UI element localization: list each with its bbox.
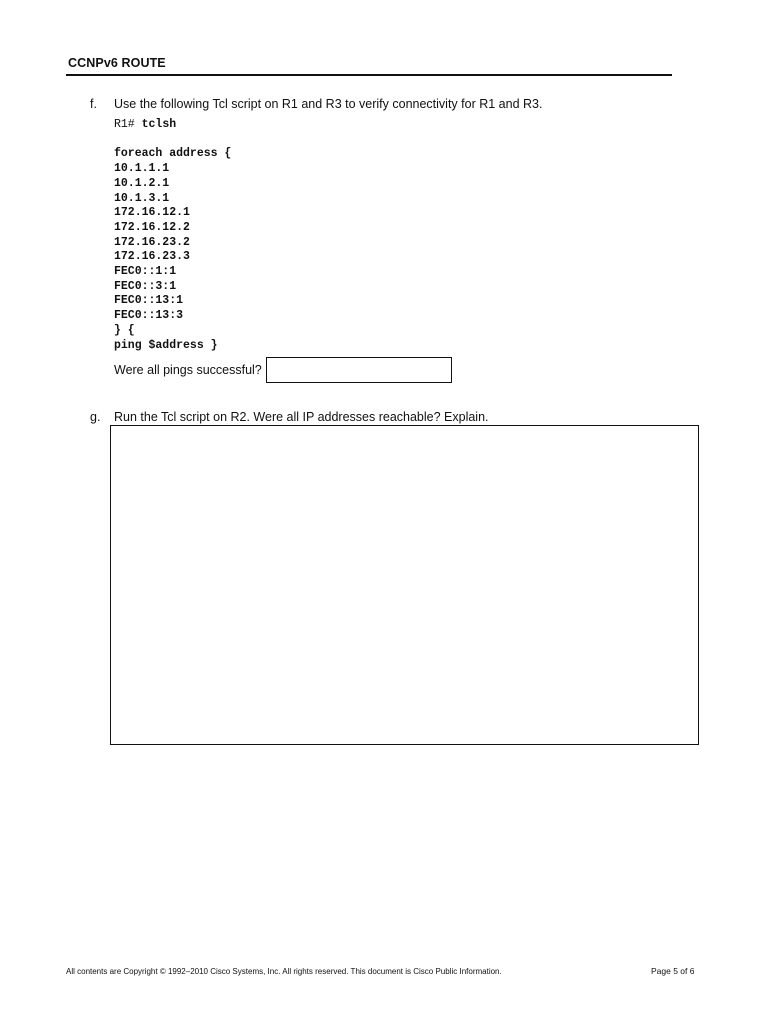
pings-successful-answer-field[interactable]: [266, 357, 452, 383]
script-line: foreach address {: [114, 147, 232, 161]
page-header-title: CCNPv6 ROUTE: [68, 56, 166, 70]
script-line: 172.16.23.3: [114, 250, 190, 264]
step-g-letter: g.: [90, 410, 101, 424]
code-spacer: [114, 133, 231, 148]
script-line: FEC0::3:1: [114, 279, 177, 293]
cli-command: tclsh: [141, 118, 177, 131]
cli-prompt: R1#: [114, 118, 135, 131]
script-line: 10.1.3.1: [114, 191, 170, 205]
script-lines: [114, 147, 231, 353]
script-line: FEC0::13:1: [114, 294, 184, 308]
script-line: ping $address }: [114, 338, 218, 352]
command-line: [114, 118, 231, 133]
script-line: } {: [114, 323, 135, 337]
step-f-letter: f.: [90, 97, 97, 111]
explain-answer-field[interactable]: [110, 425, 699, 745]
step-g-instruction: Run the Tcl script on R2. Were all IP addresses reachable? Explain.: [114, 410, 489, 424]
question-pings-successful: Were all pings successful?: [114, 363, 262, 377]
header-divider: [66, 74, 672, 76]
step-f-instruction: Use the following Tcl script on R1 and R3 to verify connectivity for R1 and R3.: [114, 97, 543, 111]
footer-copyright: All contents are Copyright © 1992–2010 Cisco Systems, Inc. All rights reserved. This document is Cisco Public Information.: [66, 967, 502, 976]
script-line: 172.16.12.1: [114, 206, 190, 220]
script-line: FEC0::1:1: [114, 265, 177, 279]
script-line: 10.1.2.1: [114, 176, 170, 190]
script-line: FEC0::13:3: [114, 309, 184, 323]
tcl-script-block: [114, 118, 231, 353]
script-line: 172.16.23.2: [114, 235, 190, 249]
script-line: 172.16.12.2: [114, 220, 190, 234]
footer-page-number: Page 5 of 6: [651, 966, 695, 976]
script-line: 10.1.1.1: [114, 162, 170, 176]
